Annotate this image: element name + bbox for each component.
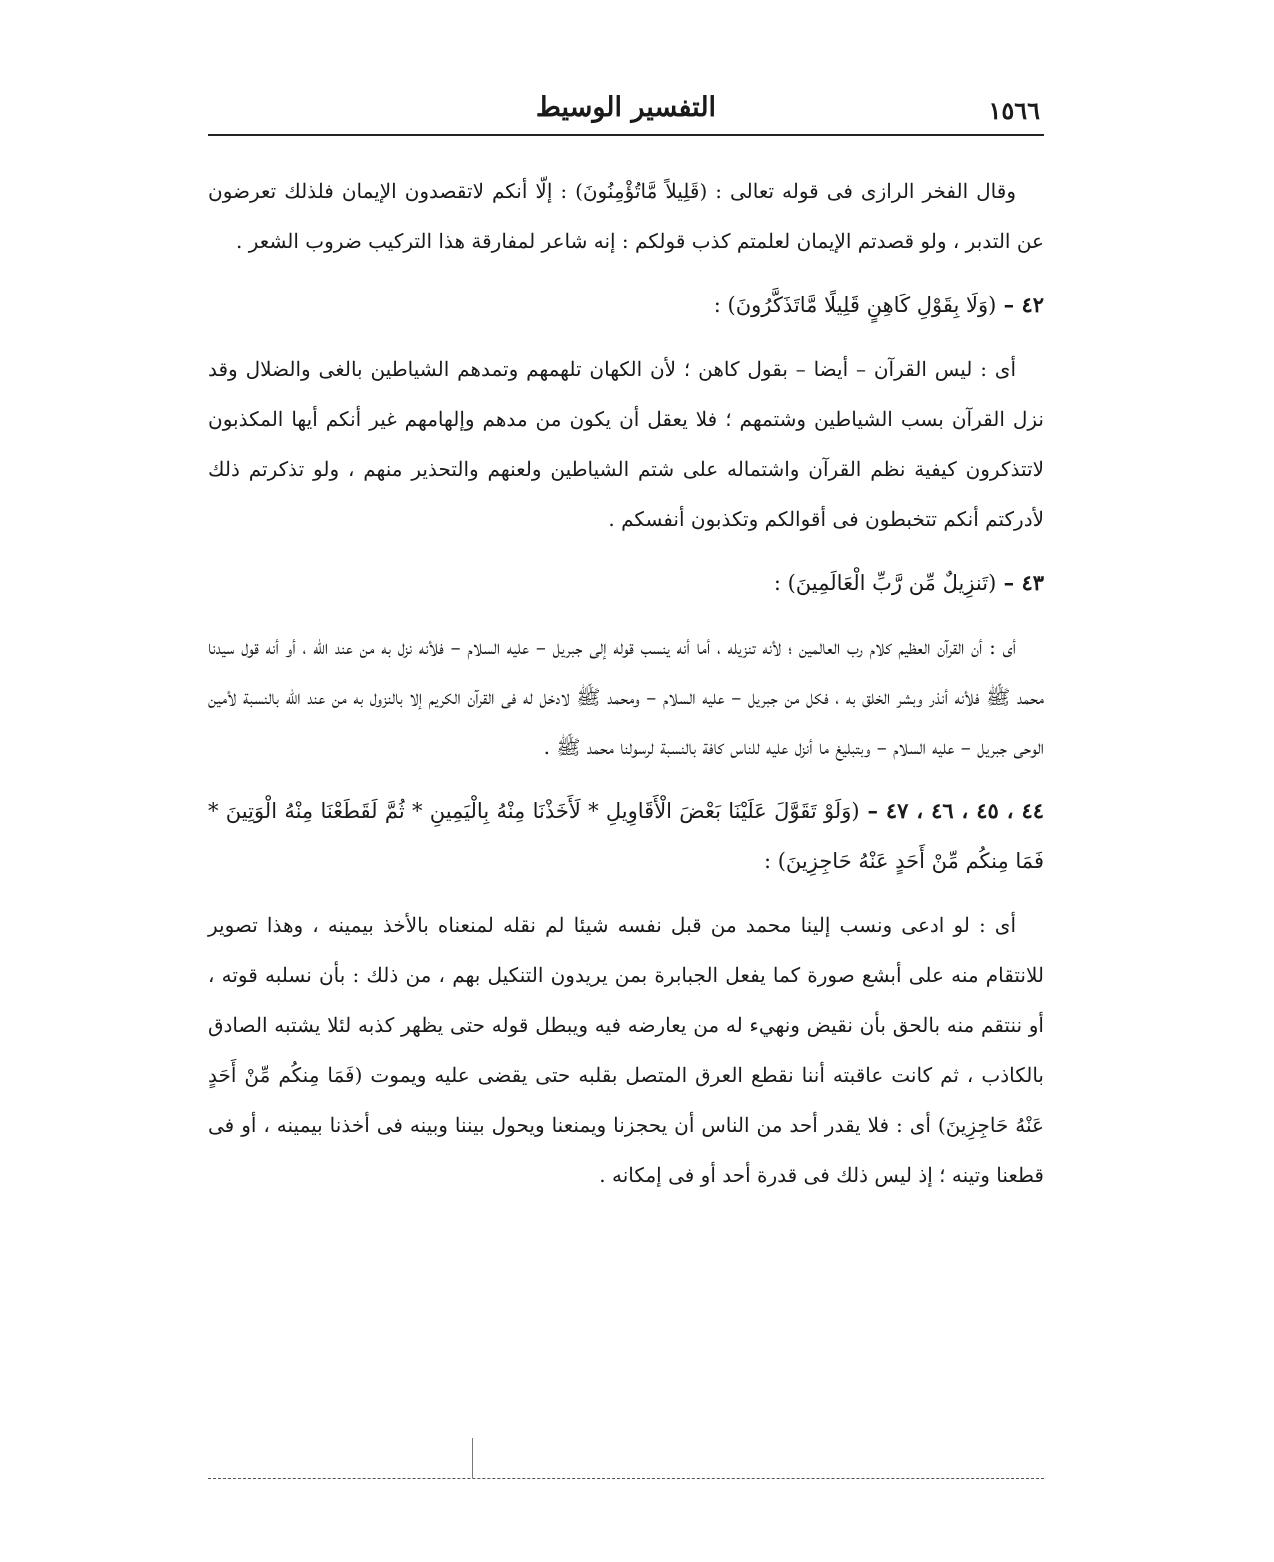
footer-rule xyxy=(208,1478,1044,1479)
verse-heading-44-47 xyxy=(208,786,1044,886)
paragraph-verse-44-47: أى : لو ادعى ونسب إلينا محمد من قبل نفسه شيئا لم نقله لمنعناه بالأخذ بيمينه ، وهذا تصوير للانتقام منه على أبشع صورة كما يفعل الجبابرة بمن يريدون التنكيل بهم ، من ذلك : بأن نسلبه قوته ، أو ننتقم منه بالحق بأن نقيض ونهيء له من يعارضه فيه ويبطل قوله حتى يظهر كذبه لئلا يشتبه الصادق بالكاذب ، ثم كانت عاقبته أننا نقطع العرق المتصل بقلبه حتى يقضى عليه ويموت (فَمَا مِنكُم مِّنْ أَحَدٍ عَنْهُ حَاجِزِينَ) أى : فلا يقدر أحد من الناس أن يحجزنا ويمنعنا ويحول بيننا وبينه فى أخذنا بيمينه ، أو فى قطعنا وتينه ؛ إذ ليس ذلك فى قدرة أحد أو فى إمكانه . xyxy=(208,913,1044,1187)
running-title: التفسير الوسيط xyxy=(535,92,717,123)
verse-text-43: (تَنزِيلٌ مِّن رَّبِّ الْعَالَمِينَ) : xyxy=(773,571,997,595)
verse-text-44-47: (وَلَوْ تَقَوَّلَ عَلَيْنَا بَعْضَ الْأَقَاوِيلِ * لَأَخَذْنَا مِنْهُ بِالْيَمِينِ * ثُمَّ لَقَطَعْنَا مِنْهُ الْوَتِينَ * فَمَا مِنكُم مِّنْ أَحَدٍ عَنْهُ حَاجِزِينَ) : xyxy=(208,799,1044,873)
page-number: ١٥٦٦ xyxy=(988,96,1040,125)
verse-number-43: ٤٣ – xyxy=(1003,570,1044,595)
footer-tick xyxy=(472,1438,473,1478)
header-rule xyxy=(208,134,1044,136)
verse-text-42: (وَلَا بِقَوْلِ كَاهِنٍ قَلِيلًا مَّاتَذَكَّرُونَ) : xyxy=(713,293,997,317)
verse-number-44-47: ٤٤ ، ٤٥ ، ٤٦ ، ٤٧ – xyxy=(867,798,1045,823)
verse-heading-43 xyxy=(208,558,1044,608)
paragraph-razi: وقال الفخر الرازى فى قوله تعالى : (قَلِيلاً مَّاتُؤْمِنُونَ) : إلّا أنكم لاتقصدون الإيمان فلذلك تعرضون عن التدبر ، ولو قصدتم الإيمان لعلمتم كذب قولكم : إنه شاعر لمفارقة هذا التركيب ضروب الشعر . xyxy=(208,179,1044,253)
paragraph-verse-43: أى : أن القرآن العظيم كلام رب العالمين ؛ لأنه تنزيله ، أما أنه ينسب قوله إلى جبريل – عليه السلام – فلأنه نزل به من عند الله ، أو أنه قول سيدنا محمد ﷺ فلأنه أنذر وبشر الخلق به ، فكل من جبريل – عليه السلام – ومحمد ﷺ لادخل له فى القرآن الكريم إلا بالنزول به من عند الله بالنسبة لأمين الوحى جبريل – عليه السلام – وبتبليغ ما أنزل عليه للناس كافة بالنسبة لرسولنا محمد ﷺ . xyxy=(208,635,1044,759)
paragraph-verse-42: أى : ليس القرآن – أيضا – بقول كاهن ؛ لأن الكهان تلهمهم وتمدهم الشياطين بالغى والضلال وقد نزل القرآن بسب الشياطين وشتمهم ؛ فلا يعقل أن يكون من مدهم وإلهامهم غير أنكم أيها المكذبون لاتتذكرون كيفية نظم القرآن واشتماله على شتم الشياطين ولعنهم والتحذير منهم ، ولو تذكرتم ذلك لأدركتم أنكم تتخبطون فى أقوالكم وتكذبون أنفسكم . xyxy=(208,357,1044,531)
page-body xyxy=(208,166,1044,1214)
page-header xyxy=(208,92,1044,132)
verse-heading-42 xyxy=(208,280,1044,330)
verse-number-42: ٤٢ – xyxy=(1003,292,1044,317)
